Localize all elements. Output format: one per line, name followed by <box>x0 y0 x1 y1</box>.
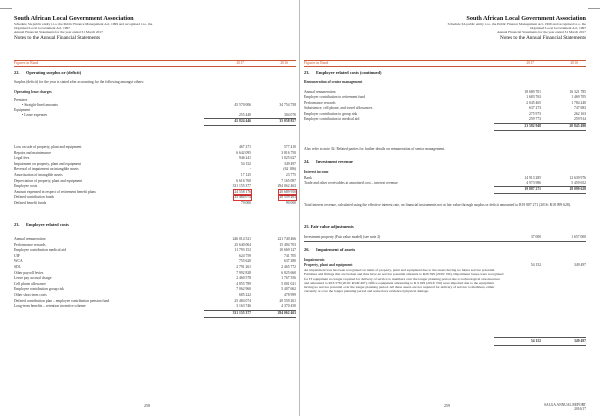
page-header <box>14 15 214 41</box>
crop-mark <box>0 8 12 9</box>
section-heading: 26. Impairment of assets <box>304 247 356 252</box>
subheading: Remuneration of senior management <box>304 80 363 84</box>
header-line: Annual Financial Statements for the year ended 31 March 2017 <box>497 30 586 35</box>
table-row: Amount expensed in respect of retirement benefit plans 24 558 176 20 689 950 <box>14 189 296 194</box>
table-row: Employer contribution to medical aid 259 773 259 914 <box>304 117 586 121</box>
table-row: Employee costs 331 155 377 294 062 463 <box>14 184 296 189</box>
table-row: Long-term benefits – retention incentive scheme 3 163 746 4 370 450 <box>14 304 296 309</box>
table-row: WCA 755 620 637 280 <box>14 259 296 264</box>
table-row: Depreciation of property, plant and equipment 6 616 760 7 165 087 <box>14 178 296 183</box>
column-header <box>304 60 586 67</box>
table-row: Performance rewards 25 640 004 15 494 703 <box>14 242 296 247</box>
section-heading: 24. Investment revenue <box>304 159 353 164</box>
table-row: Employer contribution to retirement fund 1 683 763 1 469 705 <box>304 95 586 100</box>
table-row: Leave pay accrual charge 2 460 578 1 767 556 <box>14 276 296 281</box>
table-total: 19 887 271 18 099 628 <box>524 187 586 191</box>
year-2017: 2017 <box>526 61 534 65</box>
table-row: Employer contribution to group risk 275 973 262 163 <box>304 111 586 116</box>
table-row: Annual remuneration 18 680 701 16 321 785 <box>304 90 586 94</box>
table-row: Performance rewards 2 045 465 1 784 240 <box>304 100 586 105</box>
section-heading: 25. Fair value adjustments <box>304 224 354 229</box>
table-total: 45 824 446 35 058 857 <box>234 119 296 123</box>
subheading: Impairments <box>304 258 325 262</box>
section-intro: Surplus (deficit) for the year is stated after accounting for the following amongst others: <box>14 80 144 84</box>
table-row: Repairs and maintenance 6 642 095 3 816 750 <box>14 150 296 155</box>
table-total: 54 152 349 497 <box>530 339 586 343</box>
section-heading: 23. Employee related costs <box>14 222 69 227</box>
subheading: Interest income <box>304 170 329 174</box>
table-row: Subsistence, cell phone, and travel allowances 637 273 747 683 <box>304 106 586 111</box>
page-number: 258 <box>144 403 150 408</box>
table-row: Trade and other receivables at amortised cost – interest revenue 4 973 986 5 459 652 <box>304 181 586 186</box>
page-header <box>376 15 586 41</box>
table-row: SDL 2 791 261 2 465 772 <box>14 265 296 269</box>
table-row: Impairment on property, plant and equipment 54 152 349 497 <box>14 161 296 166</box>
table-row: Investment property (Fair value model) (see note 2) 37 000 1 657 000 <box>304 235 586 239</box>
right-page <box>304 0 586 416</box>
table-row: Equipment <box>14 108 31 112</box>
section-heading: 22. Operating surplus or (deficit) <box>14 70 82 75</box>
table-row: Annual remuneration 246 014 521 221 740 466 <box>14 237 296 241</box>
header-line: Organised Local Government Act, 1997 <box>14 26 71 31</box>
table-row: Bank 14 913 285 12 639 976 <box>304 176 586 180</box>
table-row: Defined benefit funds 79 000 90 000 <box>14 201 296 205</box>
impairment-text: An impairment loss has been recognised on items of property, plant and equipment due to the assets having no future service potential. Furniture and fittings that are broken and thus have no service potential amounts to R20 599 (2016: Nil). Impairment losses were recognised for IT equipment no longer required for delivery of service to members over the longer planning period due to technological obsolescence and amounted to R16 578 (2016: R349 497). Office equipment amounting to R 9 029 (2016: Nil) were impaired due to the equipment having no service potential over the longer planning period. All these assets are not required for delivery of service to members, either currently or over the longer planning period and some have evidenced physical damage. <box>304 268 504 294</box>
table-total: 23 582 948 20 845 490 <box>524 124 586 128</box>
table-row: Legal fees 946 241 1 025 627 <box>14 156 296 161</box>
table-row: Employee contribution group risk 7 062 960 5 407 662 <box>14 287 296 292</box>
year-2017: 2017 <box>236 61 244 65</box>
note-text: Also refer to note 32: Related parties for further details on remuneration of senior management. <box>304 147 445 151</box>
table-row: • Lease expenses 255 440 304 070 <box>22 113 296 117</box>
figures-label: Figures in Rand <box>14 61 39 65</box>
table-row: Premises <box>14 98 28 102</box>
section-heading: 23. Employee related costs (continued) <box>304 70 382 75</box>
table-row: • Straight-lined amounts 45 570 006 34 754 758 <box>22 103 296 107</box>
header-line: Organised Local Government Act, 1997 <box>529 26 586 31</box>
table-row: Property, plant and equipment 54 152 349 497 <box>304 263 586 267</box>
left-page <box>14 0 296 416</box>
table-row: Other payroll levies 7 992 828 6 825 660 <box>14 270 296 275</box>
table-row: Reversal of impairment on intangible assets - (62 186) <box>14 167 296 172</box>
table-row: Loss on sale of property, plant and equipment 467 271 577 410 <box>14 145 296 149</box>
figures-label: Figures in Rand <box>304 61 329 65</box>
table-row: UIF 624 759 741 705 <box>14 253 296 258</box>
table-row: Amortisation of intangible assets 17 125 23 775 <box>14 173 296 177</box>
year-2016: 2016 <box>280 61 288 65</box>
crop-mark <box>588 8 600 9</box>
table-total: 331 155 377 294 062 463 <box>232 311 296 315</box>
table-row: Cell phone allowance 4 855 789 5 001 021 <box>14 281 296 286</box>
page-number: 259 <box>444 403 450 408</box>
org-name: South African Local Government Association <box>14 15 134 22</box>
report-footer: SALGA ANNUAL REPORT 2016/17 <box>544 402 586 411</box>
note-text: Total interest revenue, calculated using the effective interest rate, on financial instruments not at fair value through surplus or deficit amounted to R19 887 271 (2016: R18 099 628). <box>304 203 571 207</box>
header-notes-title: Notes to the Annual Financial Statements <box>14 34 101 41</box>
column-header <box>14 60 296 67</box>
year-2016: 2016 <box>570 61 578 65</box>
org-name: South African Local Government Association <box>466 15 586 22</box>
header-line: Annual Financial Statements for the year ended 31 March 2017 <box>14 30 103 35</box>
header-notes-title: Notes to the Annual Financial Statements <box>499 34 586 41</box>
table-row: Defined contribution plan – employee contribution pension fund 25 484 074 20 559 261 <box>14 298 296 303</box>
subheading: Operating lease charges <box>14 90 52 94</box>
table-row: Defined contribution funds 25 484 074 20 559 261 <box>14 195 296 200</box>
header-line: Schedule 3A public entity i.t.o. the Public Finance Management Act, 1999 and recognised i.t.o. the <box>447 22 586 26</box>
table-row: Employee contribution medical aid 11 793 152 10 669 127 <box>14 248 296 253</box>
page-gutter <box>299 0 300 416</box>
table-row: Other short term costs 685 222 478 999 <box>14 293 296 297</box>
header-line: Schedule 3A public entity i.t.o. the Public Finance Management Act, 1999 and recognised i.t.o. the <box>14 22 153 26</box>
